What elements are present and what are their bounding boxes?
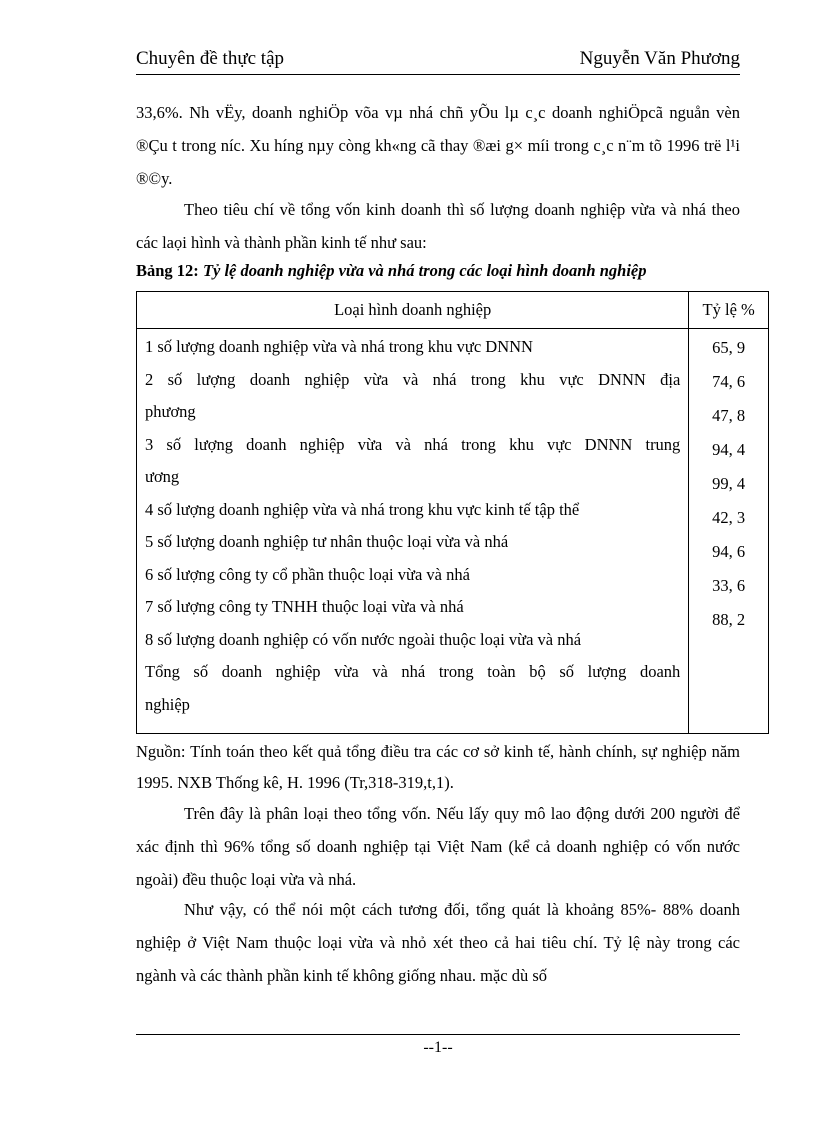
table-row-label: 7 số lượng công ty TNHH thuộc loại vừa và nhá — [145, 597, 464, 616]
table-row-value: 47, 8 — [712, 406, 746, 425]
table-row-label: 8 số lượng doanh nghiệp có vốn nước ngoài thuộc loại vừa và nhá — [145, 629, 582, 649]
footer-divider — [136, 1034, 740, 1035]
table-row-label: 6 số lượng công ty cổ phần thuộc loại vừa và nhá — [145, 564, 470, 584]
table-row-label: phương — [145, 402, 196, 421]
table-body-row — [137, 329, 769, 734]
table-row-label: 4 số lượng doanh nghiệp vừa và nhá trong khu vực kinh tế tập thể — [145, 499, 580, 519]
table-row-value: 33, 6 — [712, 576, 746, 595]
paragraph-capital-criteria: Theo tiêu chí về tổng vốn kinh doanh thì số lượng doanh nghiệp vừa và nhá theo các laọi hình và thành phần kinh tế như sau: — [136, 200, 740, 252]
enterprise-type-cell — [137, 329, 689, 734]
table-row-label: 3 số lượng doanh nghiệp vừa và nhá trong khu vực DNNN trung — [145, 434, 681, 454]
table-row-value: 65, 9 — [712, 338, 746, 357]
ratio-cell — [689, 329, 769, 734]
table-caption-label: Bảng 12: — [136, 261, 199, 280]
header-author: Nguyễn Văn Phương — [579, 48, 740, 69]
column-header-ratio: Tỷ lệ % — [689, 292, 769, 329]
table-row-value: 42, 3 — [712, 508, 746, 527]
paragraph-intro: 33,6%. Nh vËy, doanh nghiÖp võa vµ nhá chñ yÕu lµ c¸c doanh nghiÖpcã nguån vèn ®Çu t trong níc. Xu híng nµy còng kh«ng cã thay ®æi g× míi trong c¸c n¨m tõ 1996 trë l¹i ®©y. — [136, 103, 740, 188]
table-row-value: 74, 6 — [712, 372, 746, 391]
table-row-label: nghiệp — [145, 694, 190, 714]
header-document-type: Chuyên đề thực tập — [136, 48, 285, 69]
table-caption — [136, 256, 740, 286]
table-caption-title: Tỷ lệ doanh nghiệp vừa và nhá trong các loại hình doanh nghiệp — [202, 261, 647, 280]
table-row-label: 2 số lượng doanh nghiệp vừa và nhá trong khu vực DNNN địa — [145, 369, 681, 389]
column-header-type: Loại hình doanh nghiệp — [137, 292, 689, 329]
table-source-note: Nguồn: Tính toán theo kết quả tổng điều tra các cơ sở kinh tế, hành chính, sự nghiệp năm 1995. NXB Thống kê, H. 1996 (Tr,318-319,t,1). — [136, 742, 740, 792]
paragraph-labor-criteria: Trên đây là phân loại theo tổng vốn. Nếu lấy quy mô lao động dưới 200 người để xác định thì 96% tổng số doanh nghiệp tại Việt Nam (kể cả doanh nghiệp có vốn nước ngoài) đều thuộc loại vừa và nhá. — [136, 804, 740, 889]
table-row-label: 1 số lượng doanh nghiệp vừa và nhá trong khu vực DNNN — [145, 337, 533, 356]
enterprise-ratio-table — [136, 291, 769, 734]
table-row-value: 99, 4 — [712, 474, 746, 493]
table-row-value: 88, 2 — [712, 610, 746, 629]
table-row-label: 5 số lượng doanh nghiệp tư nhân thuộc loại vừa và nhá — [145, 532, 509, 551]
table-row-value: 94, 6 — [712, 542, 746, 561]
table-row-label: ương — [145, 467, 180, 486]
table-row-label: Tổng số doanh nghiệp vừa và nhá trong toàn bộ số lượng doanh — [145, 662, 681, 681]
page-number: --1-- — [423, 1039, 453, 1056]
page-header — [136, 48, 740, 75]
table-row-value: 94, 4 — [712, 440, 746, 459]
table-header-row — [137, 292, 769, 329]
paragraph-conclusion: Như vậy, có thể nói một cách tương đối, tổng quát là khoảng 85%- 88% doanh nghiệp ở Việt Nam thuộc loại vừa và nhỏ xét theo cả hai tiêu chí. Tỷ lệ này trong các ngành và các thành phần kinh tế không giống nhau. mặc dù số — [136, 900, 740, 985]
